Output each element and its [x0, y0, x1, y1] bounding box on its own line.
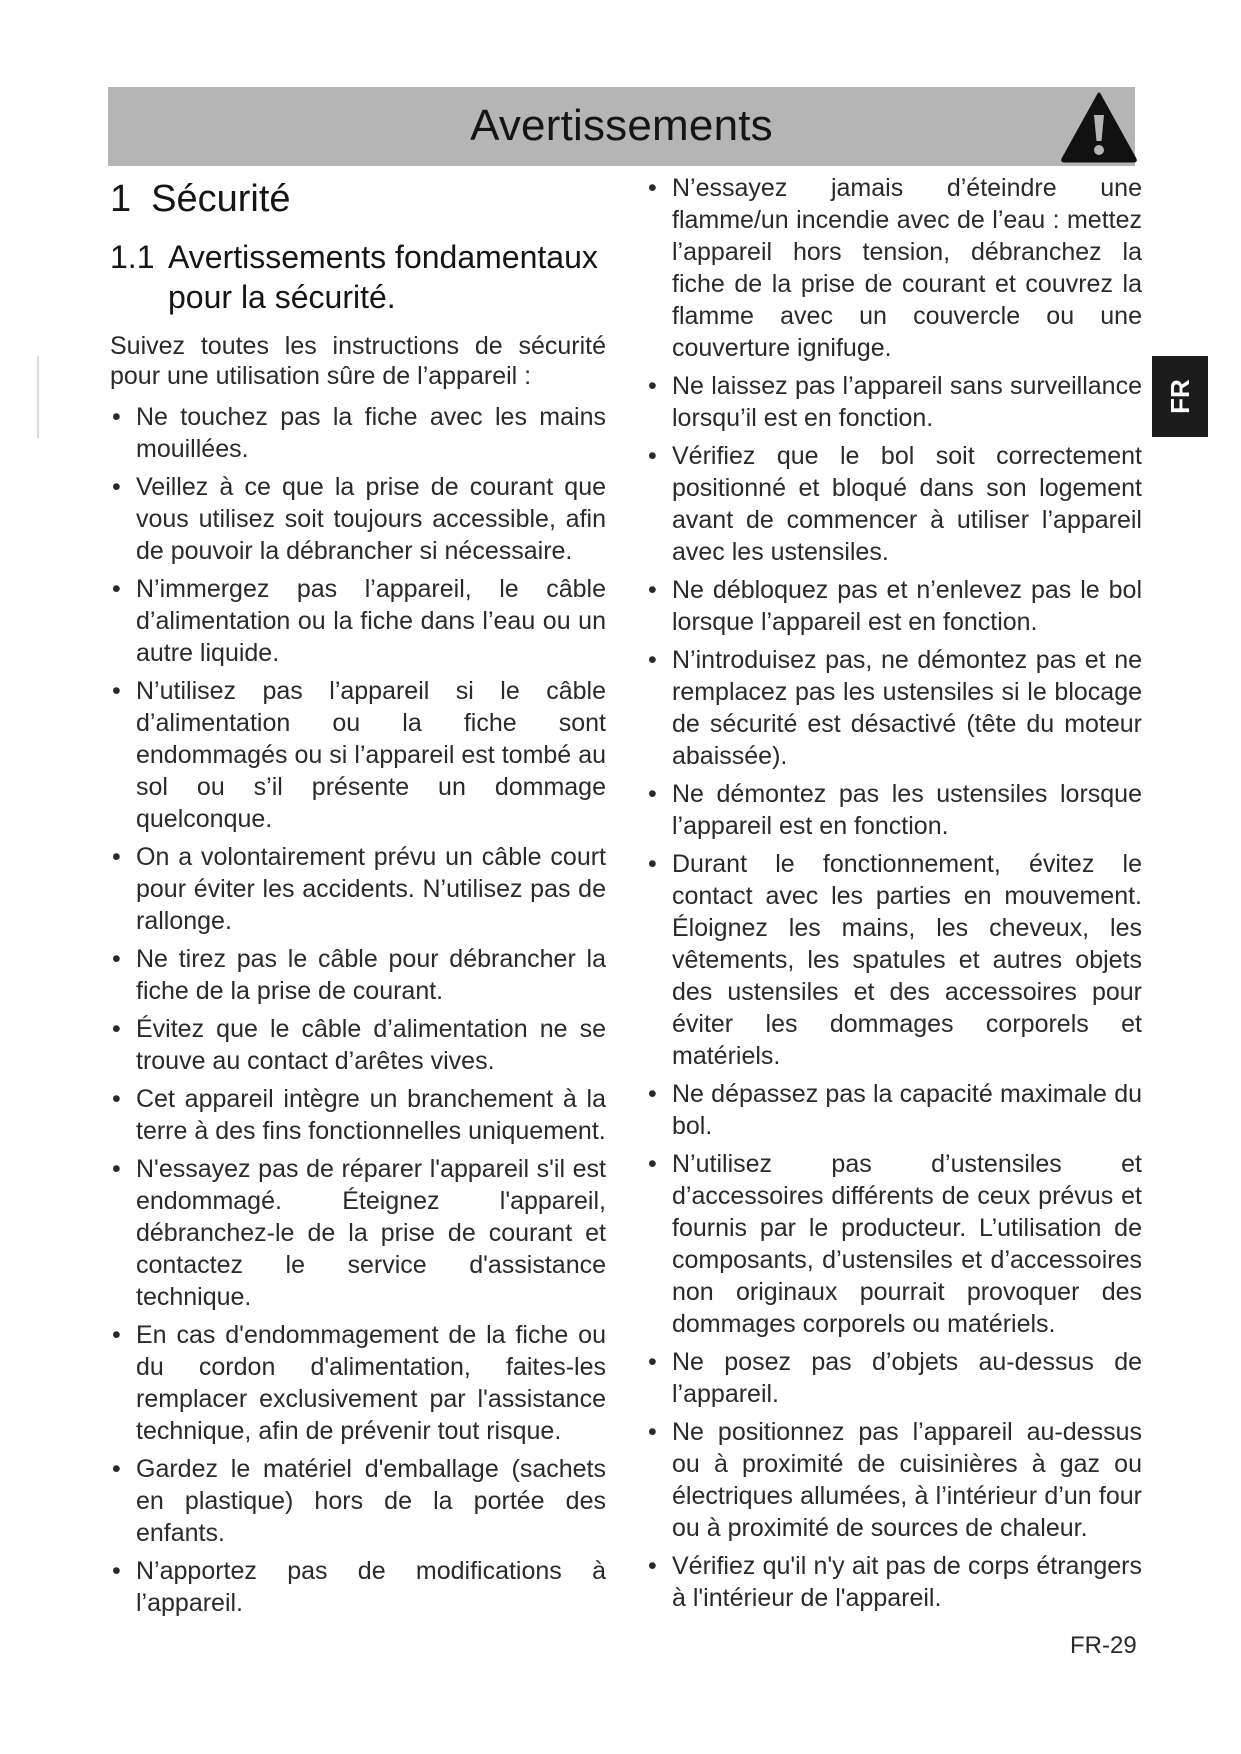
warning-text: Ne tirez pas le câble pour débrancher la fiche de la prise de courant.: [136, 945, 606, 1005]
warning-text: N’introduisez pas, ne démontez pas et ne remplacez pas les ustensiles si le blocage de sécurité est désactivé (tête du moteur abaissée).: [672, 646, 1142, 770]
warning-text: Ne débloquez pas et n’enlevez pas le bol lorsque l’appareil est en fonction.: [672, 576, 1142, 636]
bullet-icon: •: [648, 174, 657, 202]
warning-text: Vérifiez qu'il n'y ait pas de corps étrangers à l'intérieur de l'appareil.: [672, 1552, 1142, 1612]
section-number: 1: [110, 178, 132, 220]
warning-text: Veillez à ce que la prise de courant que vous utilisez soit toujours accessible, afin de pouvoir la débrancher si nécessaire.: [136, 473, 606, 565]
bullet-icon: •: [648, 646, 657, 674]
bullet-icon: •: [112, 677, 121, 705]
warning-text: Gardez le matériel d'emballage (sachets en plastique) hors de la portée des enfants.: [136, 1455, 606, 1547]
warning-item: [108, 675, 606, 835]
warning-item: [108, 1453, 606, 1549]
warning-item: [644, 172, 1142, 364]
warning-text: Cet appareil intègre un branchement à la terre à des fins fonctionnelles uniquement.: [136, 1085, 606, 1145]
warning-item: [108, 1013, 606, 1077]
warning-item: [108, 1555, 606, 1619]
warning-text: Durant le fonctionnement, évitez le contact avec les parties en mouvement. Éloignez les mains, les cheveux, les vêtements, les spatules et autres objets des ustensiles et des accessoires pour éviter les dommages corporels et matériels.: [672, 850, 1142, 1070]
warning-item: [644, 778, 1142, 842]
bullet-icon: •: [648, 1080, 657, 1108]
warning-text: Vérifiez que le bol soit correctement positionné et bloqué dans son logement avant de commencer à utiliser l’appareil avec les ustensiles.: [672, 442, 1142, 566]
bullet-icon: •: [648, 442, 657, 470]
left-warning-list: [108, 401, 606, 1619]
warning-item: [644, 370, 1142, 434]
warning-text: N'essayez pas de réparer l'appareil s'il est endommagé. Éteignez l'appareil, débranchez-le de la prise de courant et contactez le service d'assistance technique.: [136, 1155, 606, 1311]
warning-item: [644, 1416, 1142, 1544]
warning-item: [644, 1346, 1142, 1410]
warning-item: [108, 1319, 606, 1447]
warning-text: N’immergez pas l’appareil, le câble d’alimentation ou la fiche dans l’eau ou un autre liquide.: [136, 575, 606, 667]
warning-text: Ne dépassez pas la capacité maximale du bol.: [672, 1080, 1142, 1140]
language-label: FR: [1164, 379, 1195, 414]
warning-item: [108, 1083, 606, 1147]
bullet-icon: •: [112, 1085, 121, 1113]
page-number: FR-29: [1070, 1632, 1137, 1659]
right-column: [644, 172, 1142, 1620]
warning-text: En cas d'endommagement de la fiche ou du cordon d'alimentation, faites-les remplacer exclusivement par l'assistance technique, afin de prévenir tout risque.: [136, 1321, 606, 1445]
left-column: [108, 172, 606, 1625]
bullet-icon: •: [112, 843, 121, 871]
bullet-icon: •: [648, 1150, 657, 1178]
warning-item: [108, 841, 606, 937]
bullet-icon: •: [648, 850, 657, 878]
bullet-icon: •: [112, 1455, 121, 1483]
warning-item: [108, 1153, 606, 1313]
bullet-icon: •: [648, 780, 657, 808]
warning-text: N’essayez jamais d’éteindre une flamme/un incendie avec de l’eau : mettez l’appareil hors tension, débranchez la fiche de la prise de courant et couvrez la flamme avec un couvercle ou une couverture ignifuge.: [672, 174, 1142, 362]
warning-item: [644, 440, 1142, 568]
bullet-icon: •: [648, 1418, 657, 1446]
bullet-icon: •: [112, 403, 121, 431]
warning-triangle-icon: [1060, 91, 1138, 163]
subsection-heading: [110, 237, 606, 317]
intro-text: Suivez toutes les instructions de sécurité pour une utilisation sûre de l’appareil :: [110, 332, 606, 390]
warning-item: [644, 1550, 1142, 1614]
bullet-icon: •: [112, 1557, 121, 1585]
warning-item: [108, 471, 606, 567]
bullet-icon: •: [112, 575, 121, 603]
bullet-icon: •: [648, 1348, 657, 1376]
bullet-icon: •: [648, 372, 657, 400]
warning-text: Ne positionnez pas l’appareil au-dessus ou à proximité de cuisinières à gaz ou électriques allumées, à l’intérieur d’un four ou à proximité de sources de chaleur.: [672, 1418, 1142, 1542]
margin-line: [37, 356, 39, 438]
warning-item: [644, 1148, 1142, 1340]
warning-item: [644, 1078, 1142, 1142]
warning-item: [644, 574, 1142, 638]
warning-item: [644, 848, 1142, 1072]
bullet-icon: •: [112, 1321, 121, 1349]
warning-item: [108, 943, 606, 1007]
bullet-icon: •: [112, 945, 121, 973]
warning-text: N’utilisez pas d’ustensiles et d’accessoires différents de ceux prévus et fournis par le producteur. L’utilisation de composants, d’ustensiles et d’accessoires non originaux pourrait provoquer des dommages corporels ou matériels.: [672, 1150, 1142, 1338]
warning-text: N’apportez pas de modifications à l’appareil.: [136, 1557, 606, 1617]
warning-text: Ne posez pas d’objets au-dessus de l’appareil.: [672, 1348, 1142, 1408]
warning-text: N’utilisez pas l’appareil si le câble d’alimentation ou la fiche sont endommagés ou si l’appareil est tombé au sol ou s’il présente un dommage quelconque.: [136, 677, 606, 833]
bullet-icon: •: [112, 473, 121, 501]
warning-item: [108, 573, 606, 669]
warning-text: Ne démontez pas les ustensiles lorsque l’appareil est en fonction.: [672, 780, 1142, 840]
language-tab: [1152, 356, 1208, 437]
warning-item: [108, 401, 606, 465]
bullet-icon: •: [648, 576, 657, 604]
subsection-number: 1.1: [110, 239, 155, 275]
warning-text: Évitez que le câble d’alimentation ne se trouve au contact d’arêtes vives.: [136, 1015, 606, 1075]
bullet-icon: •: [112, 1155, 121, 1183]
page-title: Avertissements: [470, 101, 773, 150]
warning-text: Ne touchez pas la fiche avec les mains mouillées.: [136, 403, 606, 463]
warning-text: Ne laissez pas l’appareil sans surveillance lorsqu’il est en fonction.: [672, 372, 1142, 432]
bullet-icon: •: [648, 1552, 657, 1580]
right-warning-list: [644, 172, 1142, 1614]
subsection-title: Avertissements fondamentaux pour la sécurité.: [168, 239, 598, 315]
bullet-icon: •: [112, 1015, 121, 1043]
warning-text: On a volontairement prévu un câble court pour éviter les accidents. N’utilisez pas de rallonge.: [136, 843, 606, 935]
warning-item: [644, 644, 1142, 772]
page-header: [108, 87, 1135, 166]
section-title: Sécurité: [151, 178, 291, 220]
section-heading: [110, 178, 606, 221]
